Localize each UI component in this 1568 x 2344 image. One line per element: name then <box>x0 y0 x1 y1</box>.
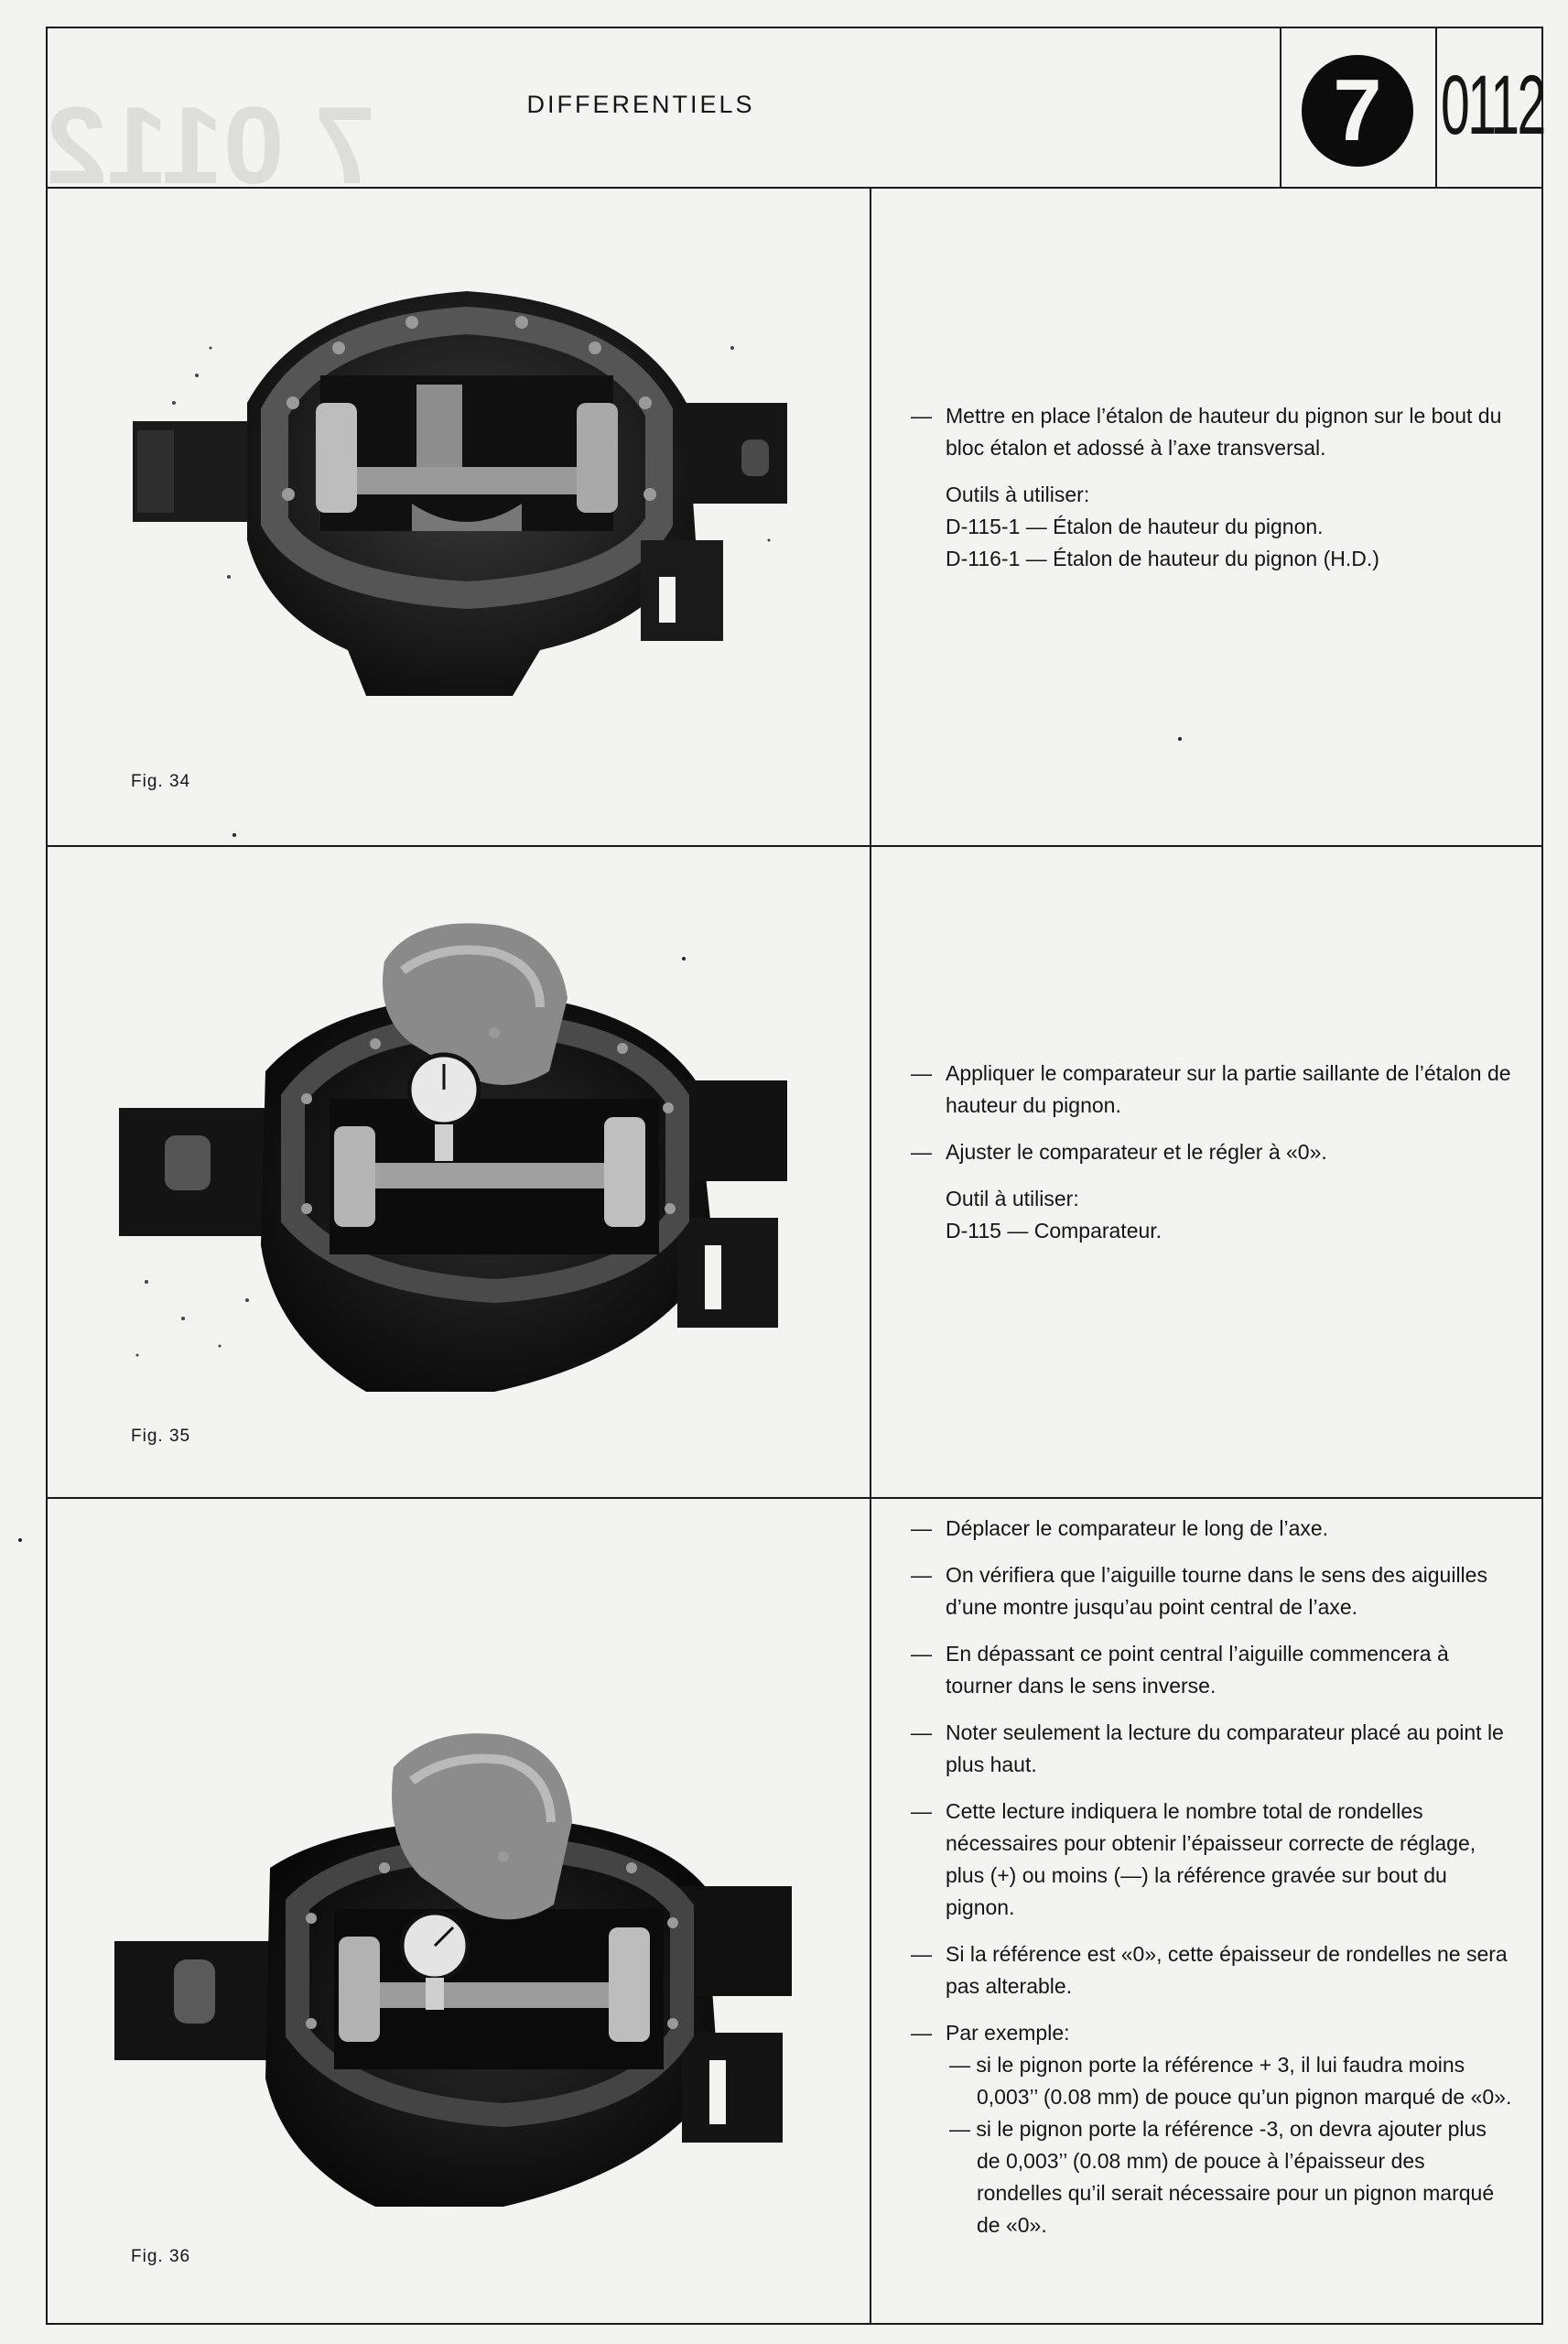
tool-line: D-116-1 — Étalon de hauteur du pignon (H.D.) <box>946 547 1379 570</box>
example-item: — si le pignon porte la référence + 3, il lui faudra moins 0,003’’ (0.08 mm) de pouce qu’un pignon marqué de «0». <box>949 2053 1512 2109</box>
instruction-item <box>911 1717 1515 1781</box>
figure-34-label: Fig. 34 <box>131 772 191 791</box>
figure-36-label: Fig. 36 <box>131 2247 191 2266</box>
instruction-text: Appliquer le comparateur sur la partie saillante de l’étalon de hauteur du pignon. <box>946 1061 1511 1117</box>
dash-bullet: — <box>911 1799 932 1823</box>
instruction-text: Mettre en place l’étalon de hauteur du pignon sur le bout du bloc étalon et adossé à l’axe transversal. <box>946 404 1502 460</box>
print-speck <box>232 833 236 837</box>
instruction-text: Ajuster le comparateur et le régler à «0». <box>946 1140 1327 1164</box>
section-badge-cell <box>1280 27 1435 189</box>
instruction-text: Par exemple: <box>946 2021 1070 2045</box>
instruction-text: Déplacer le comparateur le long de l’axe. <box>946 1516 1329 1540</box>
dash-bullet: — <box>911 1061 932 1085</box>
instructions-panel-3 <box>911 1513 1515 2241</box>
dash-bullet: — <box>911 2021 932 2045</box>
instruction-text: Noter seulement la lecture du comparateur placé au point le plus haut. <box>946 1720 1504 1776</box>
row-divider-2 <box>46 1497 1543 1499</box>
page-code-cell <box>1435 27 1543 189</box>
page-header <box>46 27 1544 207</box>
row-divider-1 <box>46 845 1543 847</box>
figure-34-photo <box>110 266 824 723</box>
dash-bullet: — <box>911 1642 932 1666</box>
print-speck <box>682 957 686 960</box>
print-speck <box>18 1538 22 1542</box>
dash-bullet: — <box>911 1140 932 1164</box>
instruction-item <box>911 1058 1515 1122</box>
instruction-item <box>911 400 1515 464</box>
bleed-through-logo: 7 0112 <box>46 84 376 207</box>
dash-bullet: — <box>911 1516 932 1540</box>
dash-bullet: — <box>911 1942 932 1966</box>
tool-line: D-115 — Comparateur. <box>946 1219 1162 1243</box>
print-speck <box>1178 737 1182 741</box>
figure-36-photo <box>110 1731 824 2225</box>
instruction-text: Si la référence est «0», cette épaisseur de rondelles ne sera pas alterable. <box>946 1942 1508 1998</box>
page-title: DIFFERENTIELS <box>526 91 755 118</box>
example-item: — si le pignon porte la référence -3, on devra ajouter plus de 0,003’’ (0.08 mm) de pouce à l’épaisseur des rondelles qu’il serait nécessaire pour un pignon marqué de «0». <box>949 2117 1495 2237</box>
instruction-item <box>911 2017 1515 2049</box>
instruction-item <box>911 1136 1515 1168</box>
instructions-panel-1 <box>911 400 1515 575</box>
page-code: 0112 <box>1441 59 1544 152</box>
instructions-panel-2 <box>911 1058 1515 1247</box>
column-divider <box>870 189 871 2325</box>
tools-heading: Outils à utiliser: <box>946 483 1090 506</box>
section-number-badge: 7 <box>1302 55 1413 167</box>
figure-35-photo <box>110 916 824 1410</box>
dash-bullet: — <box>911 1563 932 1587</box>
tool-line: D-115-1 — Étalon de hauteur du pignon. <box>946 515 1324 538</box>
figure-35-label: Fig. 35 <box>131 1427 191 1446</box>
instruction-text: Cette lecture indiquera le nombre total de rondelles nécessaires pour obtenir l’épaisseur correcte de réglage, plus (+) ou moins (—) la référence gravée sur bout du pignon. <box>946 1799 1476 1919</box>
tools-heading: Outil à utiliser: <box>946 1187 1079 1210</box>
instruction-item <box>911 1796 1515 1924</box>
tools-section <box>911 1183 1515 1247</box>
instruction-item <box>911 1559 1515 1623</box>
instruction-item <box>911 1513 1515 1545</box>
instruction-item <box>911 1638 1515 1702</box>
dash-bullet: — <box>911 404 932 428</box>
instruction-item <box>911 1938 1515 2002</box>
instruction-text: On vérifiera que l’aiguille tourne dans le sens des aiguilles d’une montre jusqu’au point central de l’axe. <box>946 1563 1487 1619</box>
instruction-text: En dépassant ce point central l’aiguille commencera à tourner dans le sens inverse. <box>946 1642 1449 1698</box>
example-list <box>911 2049 1515 2241</box>
dash-bullet: — <box>911 1720 932 1744</box>
tools-section <box>911 479 1515 575</box>
